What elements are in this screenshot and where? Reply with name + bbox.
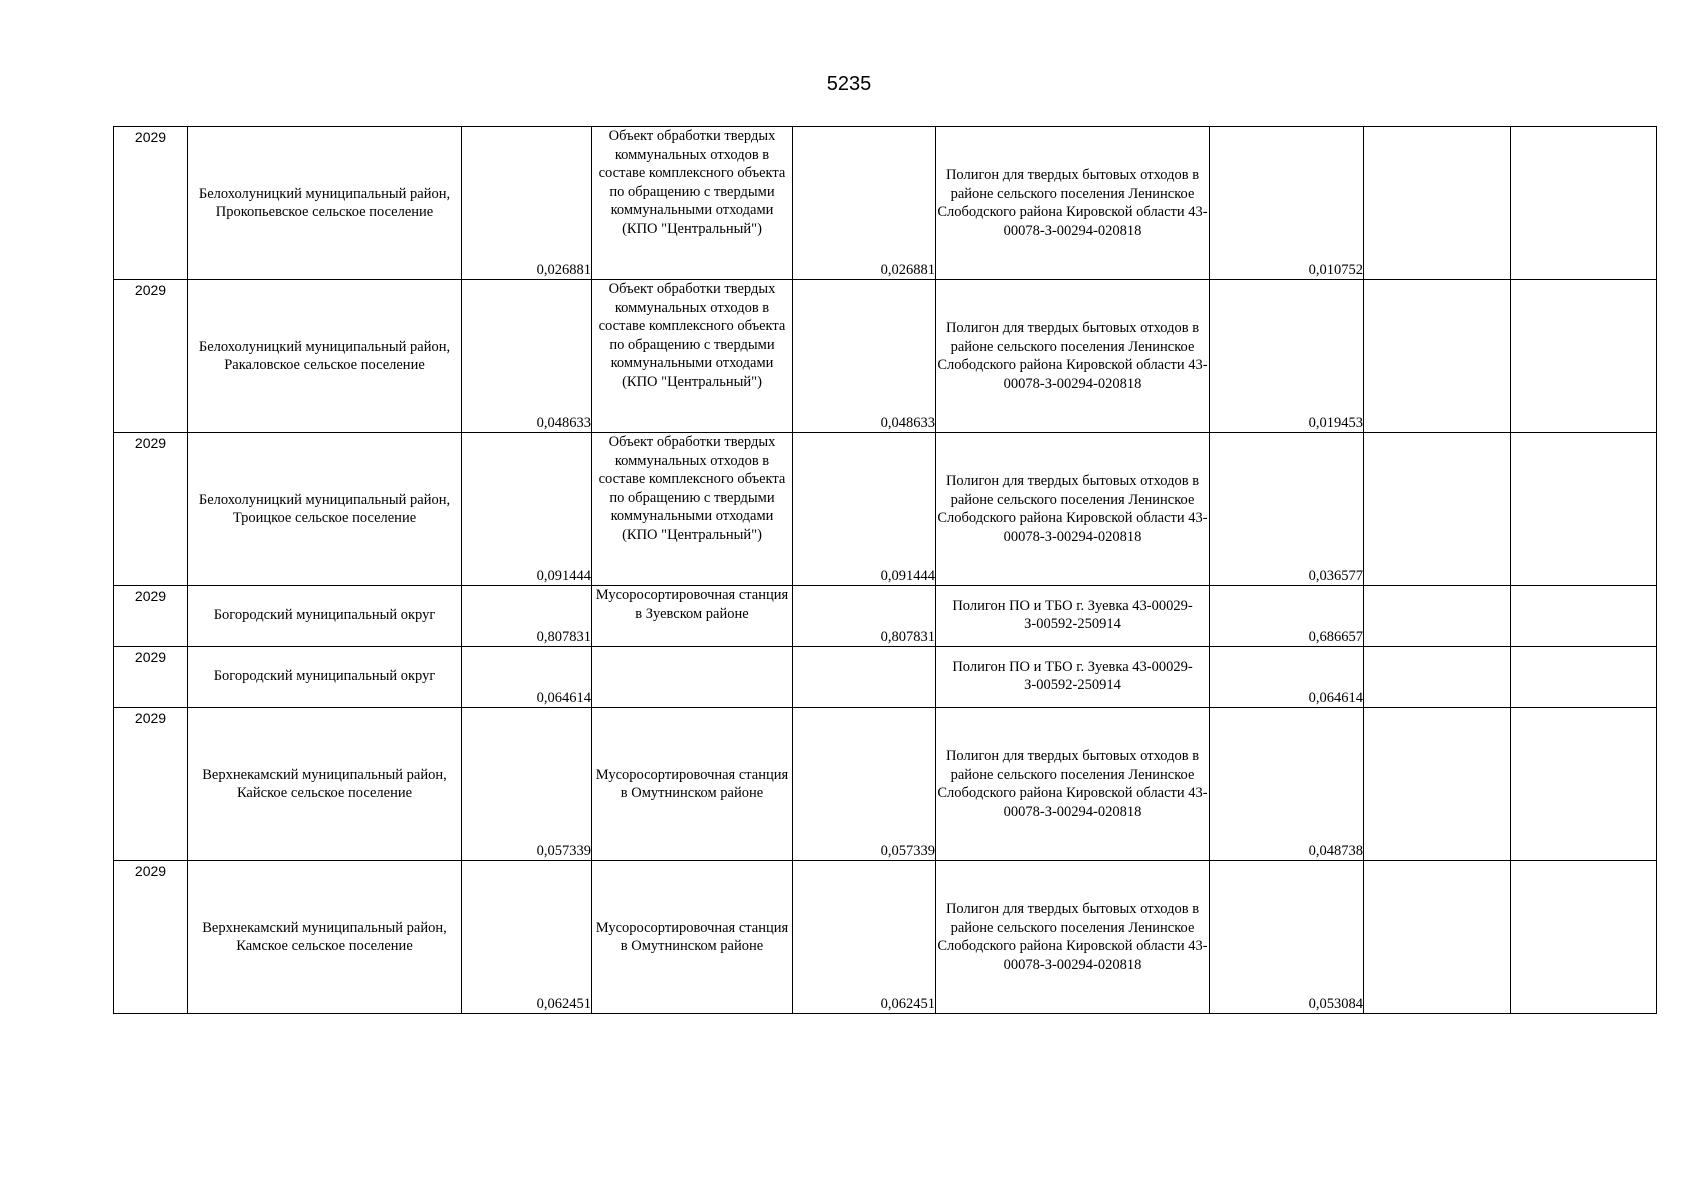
amount-processed-cell [793, 647, 936, 708]
amount-generated-cell: 0,807831 [462, 586, 592, 647]
municipality-cell: Богородский муниципальный округ [188, 647, 462, 708]
processing-object-cell [592, 647, 793, 708]
processing-object-cell: Объект обработки твердых коммунальных отходов в составе комплексного объекта по обращению с твердыми коммунальными отходами (КПО "Центральный") [592, 280, 793, 433]
amount-generated-cell: 0,057339 [462, 708, 592, 861]
table-row [114, 861, 1657, 1014]
municipality-cell: Белохолуницкий муниципальный район, Ракаловское сельское поселение [188, 280, 462, 433]
table-row [114, 708, 1657, 861]
amount-generated-cell: 0,064614 [462, 647, 592, 708]
amount-landfilled-cell: 0,064614 [1210, 647, 1364, 708]
amount-generated-cell: 0,062451 [462, 861, 592, 1014]
waste-flow-table [113, 126, 1657, 1014]
processing-object-cell: Объект обработки твердых коммунальных отходов в составе комплексного объекта по обращению с твердыми коммунальными отходами (КПО "Центральный") [592, 127, 793, 280]
empty-cell [1364, 708, 1511, 861]
empty-cell [1511, 280, 1657, 433]
empty-cell [1511, 127, 1657, 280]
landfill-cell: Полигон ПО и ТБО г. Зуевка 43-00029-З-00592-250914 [936, 647, 1210, 708]
landfill-cell: Полигон для твердых бытовых отходов в районе сельского поселения Ленинское Слободского района Кировской области 43-00078-З-00294-020818 [936, 127, 1210, 280]
empty-cell [1364, 861, 1511, 1014]
table-row [114, 127, 1657, 280]
municipality-cell: Верхнекамский муниципальный район, Камское сельское поселение [188, 861, 462, 1014]
year-cell: 2029 [114, 586, 188, 647]
processing-object-cell: Мусоросортировочная станция в Зуевском районе [592, 586, 793, 647]
amount-landfilled-cell: 0,019453 [1210, 280, 1364, 433]
year-cell: 2029 [114, 861, 188, 1014]
amount-generated-cell: 0,026881 [462, 127, 592, 280]
processing-object-cell: Мусоросортировочная станция в Омутнинском районе [592, 861, 793, 1014]
empty-cell [1364, 433, 1511, 586]
amount-landfilled-cell: 0,036577 [1210, 433, 1364, 586]
year-cell: 2029 [114, 647, 188, 708]
processing-object-cell: Объект обработки твердых коммунальных отходов в составе комплексного объекта по обращению с твердыми коммунальными отходами (КПО "Центральный") [592, 433, 793, 586]
amount-processed-cell: 0,062451 [793, 861, 936, 1014]
amount-processed-cell: 0,091444 [793, 433, 936, 586]
amount-landfilled-cell: 0,053084 [1210, 861, 1364, 1014]
empty-cell [1511, 861, 1657, 1014]
empty-cell [1364, 127, 1511, 280]
table-row [114, 647, 1657, 708]
municipality-cell: Богородский муниципальный округ [188, 586, 462, 647]
amount-processed-cell: 0,807831 [793, 586, 936, 647]
year-cell: 2029 [114, 708, 188, 861]
table-row [114, 433, 1657, 586]
empty-cell [1511, 708, 1657, 861]
page-number: 5235 [826, 73, 872, 95]
landfill-cell: Полигон для твердых бытовых отходов в районе сельского поселения Ленинское Слободского района Кировской области 43-00078-З-00294-020818 [936, 861, 1210, 1014]
amount-processed-cell: 0,026881 [793, 127, 936, 280]
landfill-cell: Полигон ПО и ТБО г. Зуевка 43-00029-З-00592-250914 [936, 586, 1210, 647]
landfill-cell: Полигон для твердых бытовых отходов в районе сельского поселения Ленинское Слободского района Кировской области 43-00078-З-00294-020818 [936, 280, 1210, 433]
empty-cell [1364, 647, 1511, 708]
empty-cell [1511, 647, 1657, 708]
processing-object-cell: Мусоросортировочная станция в Омутнинском районе [592, 708, 793, 861]
landfill-cell: Полигон для твердых бытовых отходов в районе сельского поселения Ленинское Слободского района Кировской области 43-00078-З-00294-020818 [936, 708, 1210, 861]
empty-cell [1511, 433, 1657, 586]
amount-generated-cell: 0,048633 [462, 280, 592, 433]
year-cell: 2029 [114, 433, 188, 586]
table-row [114, 586, 1657, 647]
amount-generated-cell: 0,091444 [462, 433, 592, 586]
amount-processed-cell: 0,048633 [793, 280, 936, 433]
municipality-cell: Верхнекамский муниципальный район, Кайское сельское поселение [188, 708, 462, 861]
amount-processed-cell: 0,057339 [793, 708, 936, 861]
landfill-cell: Полигон для твердых бытовых отходов в районе сельского поселения Ленинское Слободского района Кировской области 43-00078-З-00294-020818 [936, 433, 1210, 586]
amount-landfilled-cell: 0,010752 [1210, 127, 1364, 280]
empty-cell [1511, 586, 1657, 647]
municipality-cell: Белохолуницкий муниципальный район, Троицкое сельское поселение [188, 433, 462, 586]
municipality-cell: Белохолуницкий муниципальный район, Прокопьевское сельское поселение [188, 127, 462, 280]
empty-cell [1364, 280, 1511, 433]
year-cell: 2029 [114, 127, 188, 280]
amount-landfilled-cell: 0,048738 [1210, 708, 1364, 861]
year-cell: 2029 [114, 280, 188, 433]
table-row [114, 280, 1657, 433]
amount-landfilled-cell: 0,686657 [1210, 586, 1364, 647]
empty-cell [1364, 586, 1511, 647]
